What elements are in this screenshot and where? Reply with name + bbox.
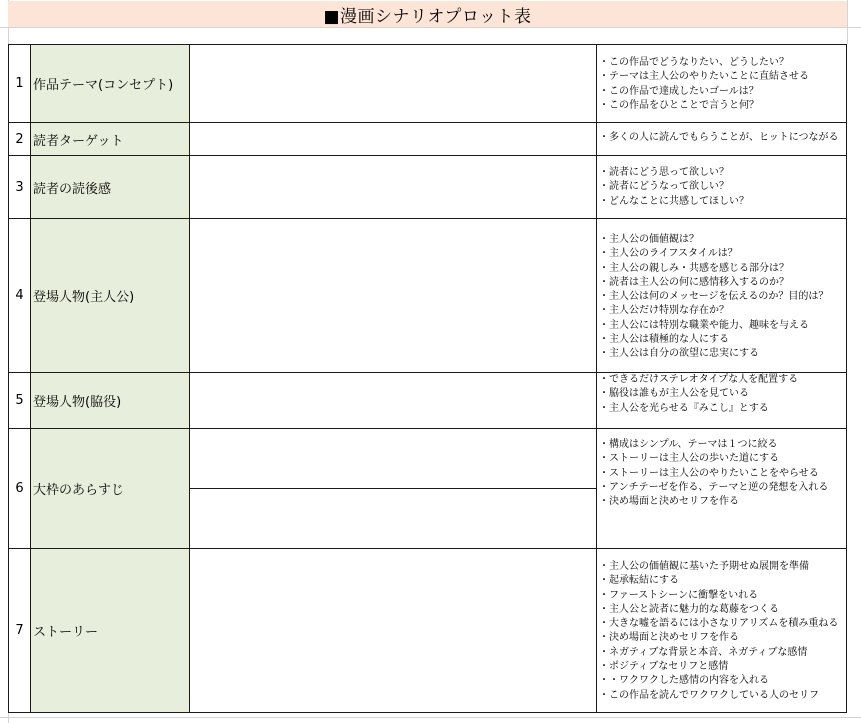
row-label-theme[interactable]: 作品テーマ(コンセプト) [33, 78, 174, 93]
row-number: 3 [15, 179, 24, 195]
row-number: 4 [15, 288, 24, 303]
row-number: 6 [15, 481, 24, 496]
row-label-protagonist[interactable]: 登場人物(主人公) [33, 290, 135, 305]
notes-outline: ・構成はシンプル、テーマは１つに絞る ・ストーリーは主人公の歩いた道にする ・ストーリーは主人公のやりたいことをやらせる ・アンチテーゼを作る、テーマと逆の発想を入れる ・決め場面と決めセリフを作る [599, 439, 829, 508]
input-cell-supporting[interactable] [190, 373, 596, 428]
input-cell-outline-bottom[interactable] [190, 489, 596, 548]
notes-afterfeeling: ・読者にどう思って欲しい？ ・読者にどうなって欲しい？ ・どんなことに共感してほしい？ [599, 167, 749, 207]
row-label-target[interactable]: 読者ターゲット [33, 133, 124, 149]
row-number: 1 [15, 76, 24, 91]
notes-story: ・主人公の価値観に基いた予期せぬ展開を準備 ・起承転結にする ・ファーストシーンに衝撃をいれる ・主人公と読者に魅力的な葛藤をつくる ・大きな嘘を語るには小さなリアリズムを積み重ねる ・決め場面と決めセリフを作る ・ネガティブな背景と本音、ネガティブな感情 ・ポジティブなセリフと感情 ・・ワクワクした感情の内容を入れる ・この作品を読んでワクワクしている人のセリフ [599, 561, 839, 701]
input-cell-story[interactable] [190, 549, 596, 712]
row-label-outline[interactable]: 大枠のあらすじ [33, 483, 125, 498]
notes-protagonist: ・主人公の価値観は？ ・主人公のライフスタイルは？ ・主人公の親しみ・共感を感じる部分は？ ・読者は主人公の何に感情移入するのか？ ・主人公は何のメッセージを伝えるのか？目的は？ ・主人公だけ特別な存在か？ ・主人公には特別な職業や能力、趣味を与える ・主人公は積極的な人にする ・主人公は自分の欲望に忠実にする [599, 234, 829, 360]
row-number: 5 [15, 393, 24, 408]
input-cell-target[interactable] [190, 123, 596, 155]
input-cell-outline-top[interactable] [190, 429, 596, 488]
notes-target: ・多くの人に読んでもらうことが、ヒットにつながる [599, 132, 839, 143]
sheet-title-text: ■漫画シナリオプロット表 [323, 6, 532, 27]
input-cell-protagonist[interactable] [190, 219, 596, 372]
input-cell-theme[interactable] [190, 45, 596, 122]
row-number: 7 [15, 623, 24, 638]
row-label-story[interactable]: ストーリー [33, 625, 99, 640]
sheet-title[interactable] [8, 1, 847, 27]
row-label-supporting[interactable]: 登場人物(脇役) [33, 395, 122, 410]
notes-supporting: ・できるだけステレオタイプな人を配置する ・脇役は誰もが主人公を見ている ・主人公を光らせる『みこし』とする [599, 374, 799, 414]
row-number: 2 [15, 131, 24, 147]
row-label-afterfeeling[interactable]: 読者の読後感 [33, 181, 112, 197]
input-cell-afterfeeling[interactable] [190, 156, 596, 218]
notes-theme: ・この作品でどうなりたい、どうしたい？ ・テーマは主人公のやりたいことに直結させる ・この作品で達成したいゴールは？ ・この作品をひとことで言うと何？ [599, 57, 809, 111]
